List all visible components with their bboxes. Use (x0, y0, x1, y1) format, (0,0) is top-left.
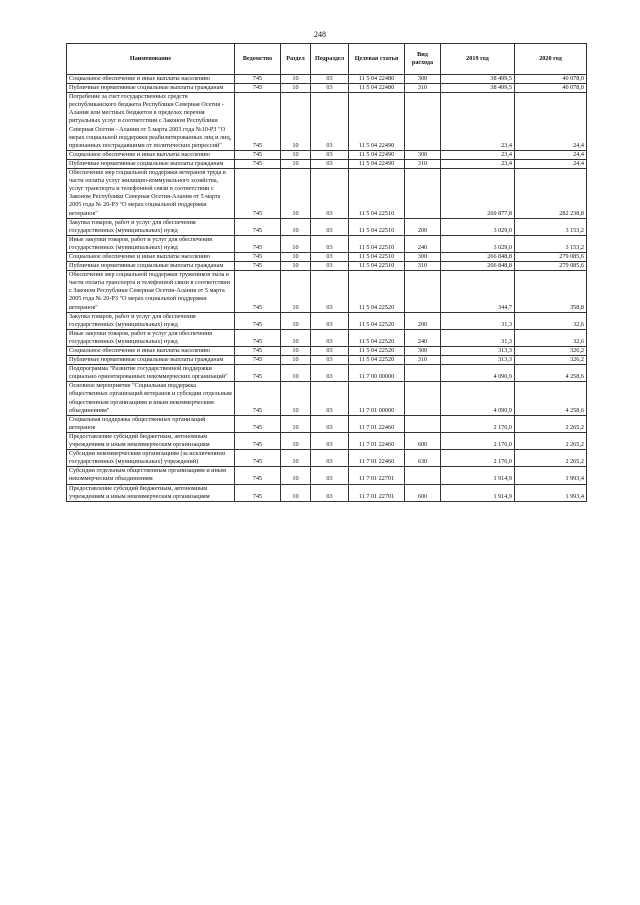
cell-target: 11 5 04 22490 (349, 150, 405, 159)
cell-subsection: 03 (311, 347, 349, 356)
table-row (67, 484, 587, 501)
cell-section: 10 (281, 365, 311, 382)
cell-target: 11 5 04 22480 (349, 75, 405, 84)
table-row (67, 169, 587, 219)
cell-section: 10 (281, 150, 311, 159)
cell-section: 10 (281, 159, 311, 168)
cell-2020: 24,4 (515, 150, 587, 159)
header-name: Наименование (67, 44, 235, 75)
cell-name: Социальное обеспечение и иные выплаты населению (67, 347, 235, 356)
cell-2020: 358,8 (515, 271, 587, 312)
cell-target: 11 5 04 22520 (349, 356, 405, 365)
cell-name: Социальная поддержка общественных организаций ветеранов (67, 415, 235, 432)
cell-subsection: 03 (311, 159, 349, 168)
cell-section: 10 (281, 93, 311, 151)
cell-2020: 4 258,6 (515, 382, 587, 415)
cell-name: Закупка товаров, работ и услуг для обеспечения государственных (муниципальных) нужд (67, 218, 235, 235)
cell-2019: 23,4 (441, 93, 515, 151)
table-row (67, 235, 587, 252)
cell-2019: 38 499,5 (441, 84, 515, 93)
cell-2019: 3 029,0 (441, 235, 515, 252)
cell-kind (405, 271, 441, 312)
cell-subsection: 03 (311, 150, 349, 159)
cell-dept: 745 (235, 365, 281, 382)
header-dept: Ведомство (235, 44, 281, 75)
cell-name: Основное мероприятие "Социальная поддержка общественных организаций ветеранов и субсидии отдельным общественным организациям и иным некоммерческим объединениям" (67, 382, 235, 415)
cell-kind: 600 (405, 484, 441, 501)
cell-2019: 344,7 (441, 271, 515, 312)
cell-2019: 2 176,0 (441, 432, 515, 449)
cell-2019: 1 914,9 (441, 467, 515, 484)
cell-subsection: 03 (311, 262, 349, 271)
cell-2019: 31,3 (441, 312, 515, 329)
cell-section: 10 (281, 169, 311, 219)
cell-target: 11 5 04 22510 (349, 169, 405, 219)
cell-kind: 240 (405, 329, 441, 346)
cell-kind (405, 365, 441, 382)
table-row (67, 450, 587, 467)
cell-section: 10 (281, 218, 311, 235)
cell-target: 11 5 04 22510 (349, 252, 405, 261)
cell-2020: 40 078,0 (515, 75, 587, 84)
cell-name: Погребение за счет государственных средств республиканского бюджета Республики Северная Осетия - Алания или местных бюджетов в пределах перечня ритуальных услуг в соответствии с Законом Республики Северная Осетия - Алания от 5 марта 2003 года №10-РЗ "О мерах социальной поддержки реабилитированных лиц и лиц, признанных пострадавшими от политических репрессий" (67, 93, 235, 151)
cell-2020: 1 993,4 (515, 467, 587, 484)
cell-subsection: 03 (311, 218, 349, 235)
cell-subsection: 03 (311, 169, 349, 219)
cell-2019: 4 090,9 (441, 365, 515, 382)
cell-2019: 31,3 (441, 329, 515, 346)
cell-2020: 3 153,2 (515, 218, 587, 235)
table-row (67, 329, 587, 346)
cell-dept: 745 (235, 347, 281, 356)
header-section: Раздел (281, 44, 311, 75)
cell-2020: 40 078,0 (515, 84, 587, 93)
cell-target: 11 5 04 22520 (349, 329, 405, 346)
cell-subsection: 03 (311, 467, 349, 484)
cell-kind (405, 169, 441, 219)
cell-subsection: 03 (311, 84, 349, 93)
cell-subsection: 03 (311, 382, 349, 415)
cell-dept: 745 (235, 312, 281, 329)
cell-subsection: 03 (311, 235, 349, 252)
cell-kind (405, 93, 441, 151)
table-row (67, 93, 587, 151)
cell-dept: 745 (235, 169, 281, 219)
cell-target: 11 5 04 22520 (349, 271, 405, 312)
cell-2020: 32,6 (515, 312, 587, 329)
cell-kind: 310 (405, 159, 441, 168)
cell-name: Предоставление субсидий бюджетным, автономным учреждениям и иным некоммерческим организациям (67, 484, 235, 501)
cell-2019: 266 848,8 (441, 262, 515, 271)
cell-name: Субсидии некоммерческим организациям (за исключением государственных (муниципальных) учреждений) (67, 450, 235, 467)
cell-section: 10 (281, 450, 311, 467)
cell-2020: 3 153,2 (515, 235, 587, 252)
cell-kind: 300 (405, 75, 441, 84)
cell-section: 10 (281, 329, 311, 346)
cell-dept: 745 (235, 75, 281, 84)
cell-2020: 2 265,2 (515, 432, 587, 449)
cell-subsection: 03 (311, 75, 349, 84)
cell-2019: 313,3 (441, 347, 515, 356)
cell-section: 10 (281, 262, 311, 271)
cell-dept: 745 (235, 84, 281, 93)
cell-2020: 2 265,2 (515, 415, 587, 432)
cell-kind: 300 (405, 150, 441, 159)
cell-kind: 240 (405, 235, 441, 252)
table-body (67, 75, 587, 502)
cell-2019: 23,4 (441, 159, 515, 168)
cell-2020: 279 085,6 (515, 252, 587, 261)
cell-subsection: 03 (311, 93, 349, 151)
cell-2019: 266 848,8 (441, 252, 515, 261)
cell-target: 11 5 04 22490 (349, 93, 405, 151)
table-row (67, 365, 587, 382)
cell-subsection: 03 (311, 329, 349, 346)
cell-dept: 745 (235, 271, 281, 312)
cell-section: 10 (281, 235, 311, 252)
cell-dept: 745 (235, 218, 281, 235)
cell-name: Обеспечение мер социальной поддержки тружеников тыла в части оплаты транспорта и телефонной связи в соответствии с Законом Республики Северная Осетия-Алания от 5 марта 2005 года № 20-РЗ "О мерах социальной поддержки ветеранов" (67, 271, 235, 312)
cell-2020: 282 238,8 (515, 169, 587, 219)
cell-2020: 4 258,6 (515, 365, 587, 382)
cell-dept: 745 (235, 415, 281, 432)
cell-name: Обеспечение мер социальной поддержки ветеранов труда в части оплаты услуг жилищно-коммунального хозяйства, услуг транспорта и телефонной связи в соответствии с Законом Республики Северная Осетия-Алания от 5 марта 2005 года № 20-РЗ "О мерах социальной поддержки ветеранов" (67, 169, 235, 219)
cell-2019: 4 090,9 (441, 382, 515, 415)
table-row (67, 159, 587, 168)
cell-2020: 24,4 (515, 159, 587, 168)
cell-kind: 200 (405, 218, 441, 235)
cell-dept: 745 (235, 252, 281, 261)
cell-2019: 3 029,0 (441, 218, 515, 235)
cell-name: Подпрограмма "Развитие государственной поддержки социально ориентированных некоммерческих организаций" (67, 365, 235, 382)
cell-target: 11 5 04 22510 (349, 218, 405, 235)
cell-target: 11 5 04 22510 (349, 235, 405, 252)
cell-dept: 745 (235, 467, 281, 484)
table-row (67, 415, 587, 432)
cell-target: 11 7 01 22460 (349, 415, 405, 432)
cell-2019: 313,3 (441, 356, 515, 365)
cell-2020: 1 993,4 (515, 484, 587, 501)
table-row (67, 347, 587, 356)
cell-section: 10 (281, 382, 311, 415)
cell-subsection: 03 (311, 252, 349, 261)
cell-target: 11 7 01 22701 (349, 467, 405, 484)
cell-subsection: 03 (311, 415, 349, 432)
budget-table (66, 43, 587, 502)
cell-subsection: 03 (311, 450, 349, 467)
cell-2020: 326,2 (515, 356, 587, 365)
header-subsection: Подраздел (311, 44, 349, 75)
cell-dept: 745 (235, 159, 281, 168)
cell-kind: 300 (405, 347, 441, 356)
cell-section: 10 (281, 347, 311, 356)
cell-2019: 2 176,0 (441, 450, 515, 467)
table-row (67, 382, 587, 415)
cell-2020: 24,4 (515, 93, 587, 151)
cell-2020: 279 085,6 (515, 262, 587, 271)
cell-name: Публичные нормативные социальные выплаты гражданам (67, 262, 235, 271)
cell-dept: 745 (235, 356, 281, 365)
cell-2019: 23,4 (441, 150, 515, 159)
table-row (67, 432, 587, 449)
cell-kind: 630 (405, 450, 441, 467)
cell-kind: 310 (405, 84, 441, 93)
table-row (67, 467, 587, 484)
cell-target: 11 7 01 00000 (349, 382, 405, 415)
cell-2019: 2 176,0 (441, 415, 515, 432)
cell-section: 10 (281, 415, 311, 432)
header-kind: Вид расхода (405, 44, 441, 75)
cell-target: 11 5 04 22520 (349, 312, 405, 329)
cell-2020: 326,2 (515, 347, 587, 356)
cell-dept: 745 (235, 262, 281, 271)
cell-name: Социальное обеспечение и иные выплаты населению (67, 150, 235, 159)
cell-dept: 745 (235, 432, 281, 449)
cell-dept: 745 (235, 484, 281, 501)
cell-section: 10 (281, 75, 311, 84)
cell-target: 11 5 04 22480 (349, 84, 405, 93)
cell-section: 10 (281, 467, 311, 484)
cell-target: 11 7 00 00000 (349, 365, 405, 382)
cell-name: Социальное обеспечение и иные выплаты населению (67, 75, 235, 84)
table-row (67, 312, 587, 329)
cell-name: Закупка товаров, работ и услуг для обеспечения государственных (муниципальных) нужд (67, 312, 235, 329)
page-number: 248 (314, 30, 326, 39)
cell-dept: 745 (235, 93, 281, 151)
header-row (67, 44, 587, 75)
cell-2019: 38 499,5 (441, 75, 515, 84)
header-target: Целевая статья (349, 44, 405, 75)
cell-2019: 1 914,9 (441, 484, 515, 501)
cell-target: 11 7 01 22460 (349, 432, 405, 449)
cell-kind: 600 (405, 432, 441, 449)
cell-kind: 200 (405, 312, 441, 329)
cell-section: 10 (281, 252, 311, 261)
cell-section: 10 (281, 484, 311, 501)
cell-section: 10 (281, 271, 311, 312)
cell-kind (405, 415, 441, 432)
cell-name: Социальное обеспечение и иные выплаты населению (67, 252, 235, 261)
cell-target: 11 7 01 22460 (349, 450, 405, 467)
table-row (67, 356, 587, 365)
cell-subsection: 03 (311, 312, 349, 329)
cell-kind (405, 467, 441, 484)
table-row (67, 150, 587, 159)
header-2020: 2020 год (515, 44, 587, 75)
cell-name: Предоставление субсидий бюджетным, автономным учреждениям и иным некоммерческим организациям (67, 432, 235, 449)
cell-name: Иные закупки товаров, работ и услуг для обеспечения государственных (муниципальных) нужд (67, 235, 235, 252)
table-row (67, 262, 587, 271)
cell-target: 11 7 01 22701 (349, 484, 405, 501)
cell-dept: 745 (235, 450, 281, 467)
cell-subsection: 03 (311, 432, 349, 449)
cell-kind: 300 (405, 252, 441, 261)
cell-name: Публичные нормативные социальные выплаты гражданам (67, 356, 235, 365)
cell-dept: 745 (235, 329, 281, 346)
cell-name: Публичные нормативные социальные выплаты гражданам (67, 159, 235, 168)
cell-kind: 310 (405, 262, 441, 271)
cell-target: 11 5 04 22490 (349, 159, 405, 168)
cell-dept: 745 (235, 150, 281, 159)
cell-section: 10 (281, 312, 311, 329)
header-2019: 2019 год (441, 44, 515, 75)
table-row (67, 252, 587, 261)
cell-section: 10 (281, 432, 311, 449)
table-row (67, 84, 587, 93)
cell-section: 10 (281, 356, 311, 365)
cell-2020: 2 265,2 (515, 450, 587, 467)
cell-dept: 745 (235, 382, 281, 415)
cell-name: Публичные нормативные социальные выплаты гражданам (67, 84, 235, 93)
cell-subsection: 03 (311, 356, 349, 365)
cell-subsection: 03 (311, 365, 349, 382)
cell-kind: 310 (405, 356, 441, 365)
table-row (67, 75, 587, 84)
cell-dept: 745 (235, 235, 281, 252)
cell-kind (405, 382, 441, 415)
cell-2019: 269 877,8 (441, 169, 515, 219)
cell-name: Иные закупки товаров, работ и услуг для обеспечения государственных (муниципальных) нужд (67, 329, 235, 346)
table-row (67, 218, 587, 235)
cell-section: 10 (281, 84, 311, 93)
table-row (67, 271, 587, 312)
cell-target: 11 5 04 22510 (349, 262, 405, 271)
cell-2020: 32,6 (515, 329, 587, 346)
cell-name: Субсидии отдельным общественным организациям и иным некоммерческим объединениям (67, 467, 235, 484)
cell-target: 11 5 04 22520 (349, 347, 405, 356)
cell-subsection: 03 (311, 271, 349, 312)
cell-subsection: 03 (311, 484, 349, 501)
